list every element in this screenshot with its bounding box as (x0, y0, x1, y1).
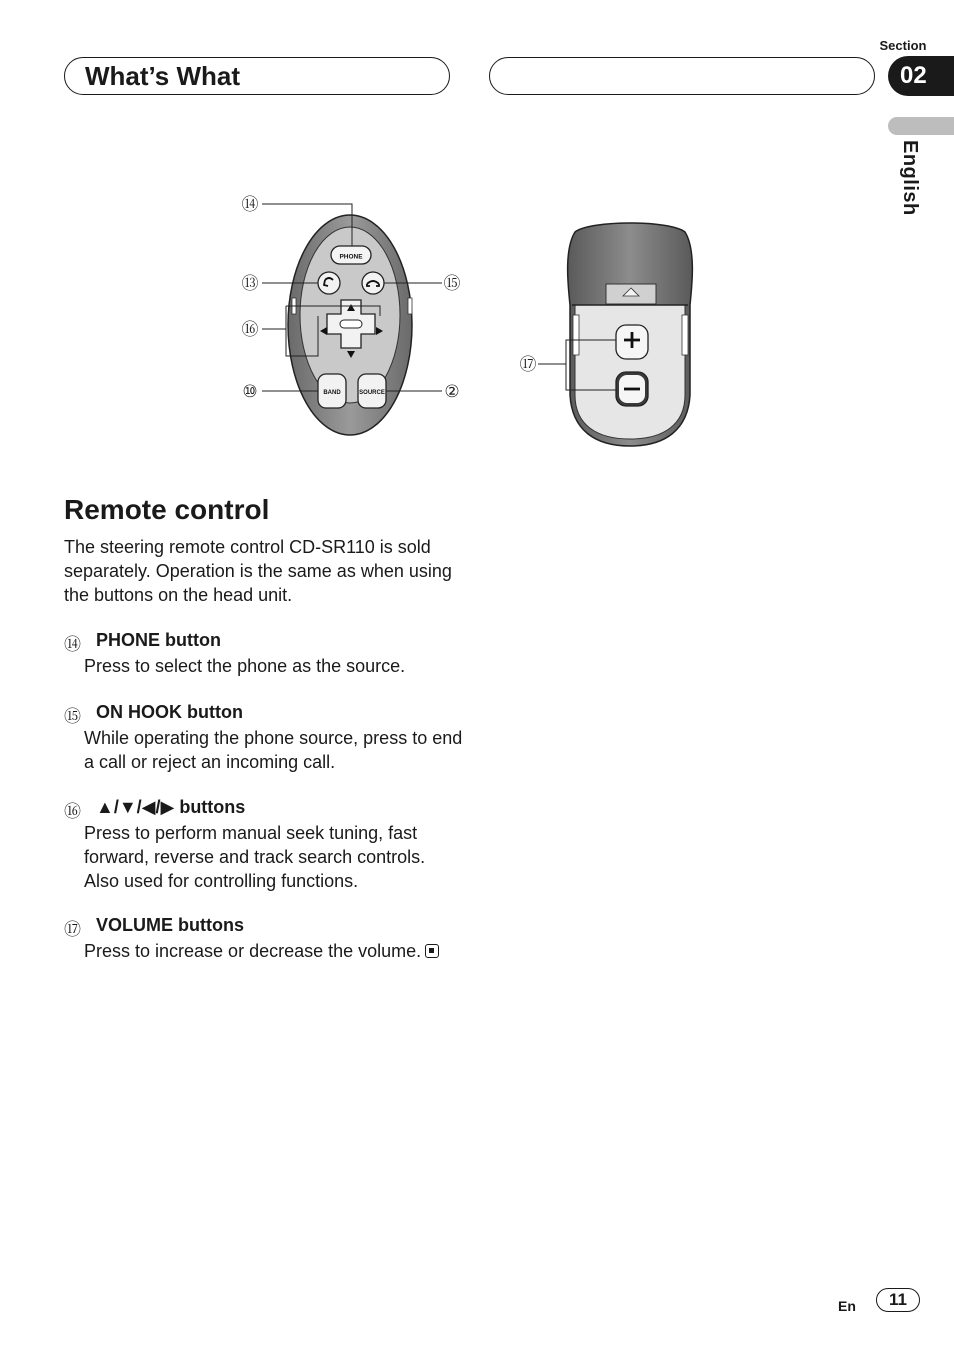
item-label: PHONE button (96, 630, 221, 650)
remote-back-view (520, 223, 693, 446)
language-tab (888, 117, 954, 135)
page-title-box (64, 57, 450, 95)
item-description: While operating the phone source, press to end a call or reject an incoming call. (84, 728, 463, 772)
source-button (358, 374, 386, 408)
remote-control-figure (230, 190, 710, 460)
item-description: Press to perform manual seek tuning, fast forward, reverse and track search controls. Also used for controlling functions. (84, 823, 426, 891)
volume-down-button (616, 372, 648, 406)
callout-volume: ⑰ (519, 355, 537, 375)
item-number: ⑭ (64, 635, 81, 654)
callout-arrows: ⑯ (241, 320, 259, 340)
item-number: ⑯ (64, 802, 81, 821)
header-blank-box (489, 57, 875, 95)
item-label: VOLUME buttons (96, 915, 244, 935)
callout-phone: ⑭ (241, 195, 259, 215)
callout-band: ⑩ (242, 382, 258, 402)
remote-front-view (242, 195, 461, 435)
band-button (318, 374, 346, 408)
intro-paragraph: The steering remote control CD-SR110 is sold separately. Operation is the same as when using the buttons on the head unit. (64, 537, 452, 605)
item-description: Press to select the phone as the source. (84, 656, 406, 676)
callout-source: ② (444, 382, 460, 402)
end-of-section-icon (425, 944, 439, 958)
item-label: ▲/▼/◀/▶ buttons (96, 797, 246, 817)
phone-button-label: PHONE (339, 253, 363, 261)
section-number-tab: 02 (888, 56, 954, 96)
callout-off-hook: ⑬ (241, 274, 259, 294)
section-heading: Remote control (64, 494, 270, 525)
item-number: ⑮ (64, 707, 81, 726)
item-description: Press to increase or decrease the volume. (84, 941, 422, 961)
callout-on-hook: ⑮ (443, 274, 461, 294)
page-title: What’s What (85, 60, 241, 91)
band-button-label: BAND (323, 390, 341, 396)
volume-up-button (616, 325, 648, 359)
footer-language-code: En (838, 1298, 856, 1314)
on-hook-button (362, 272, 384, 294)
page-number: 11 (876, 1288, 920, 1312)
phone-button (331, 246, 371, 264)
off-hook-button (318, 272, 340, 294)
item-description-wrap (84, 939, 464, 963)
source-button-label: SOURCE (359, 390, 385, 396)
section-label: Section (879, 38, 927, 53)
language-label: English (899, 140, 921, 216)
item-label: ON HOOK button (96, 702, 243, 722)
item-number: ⑰ (64, 920, 81, 939)
